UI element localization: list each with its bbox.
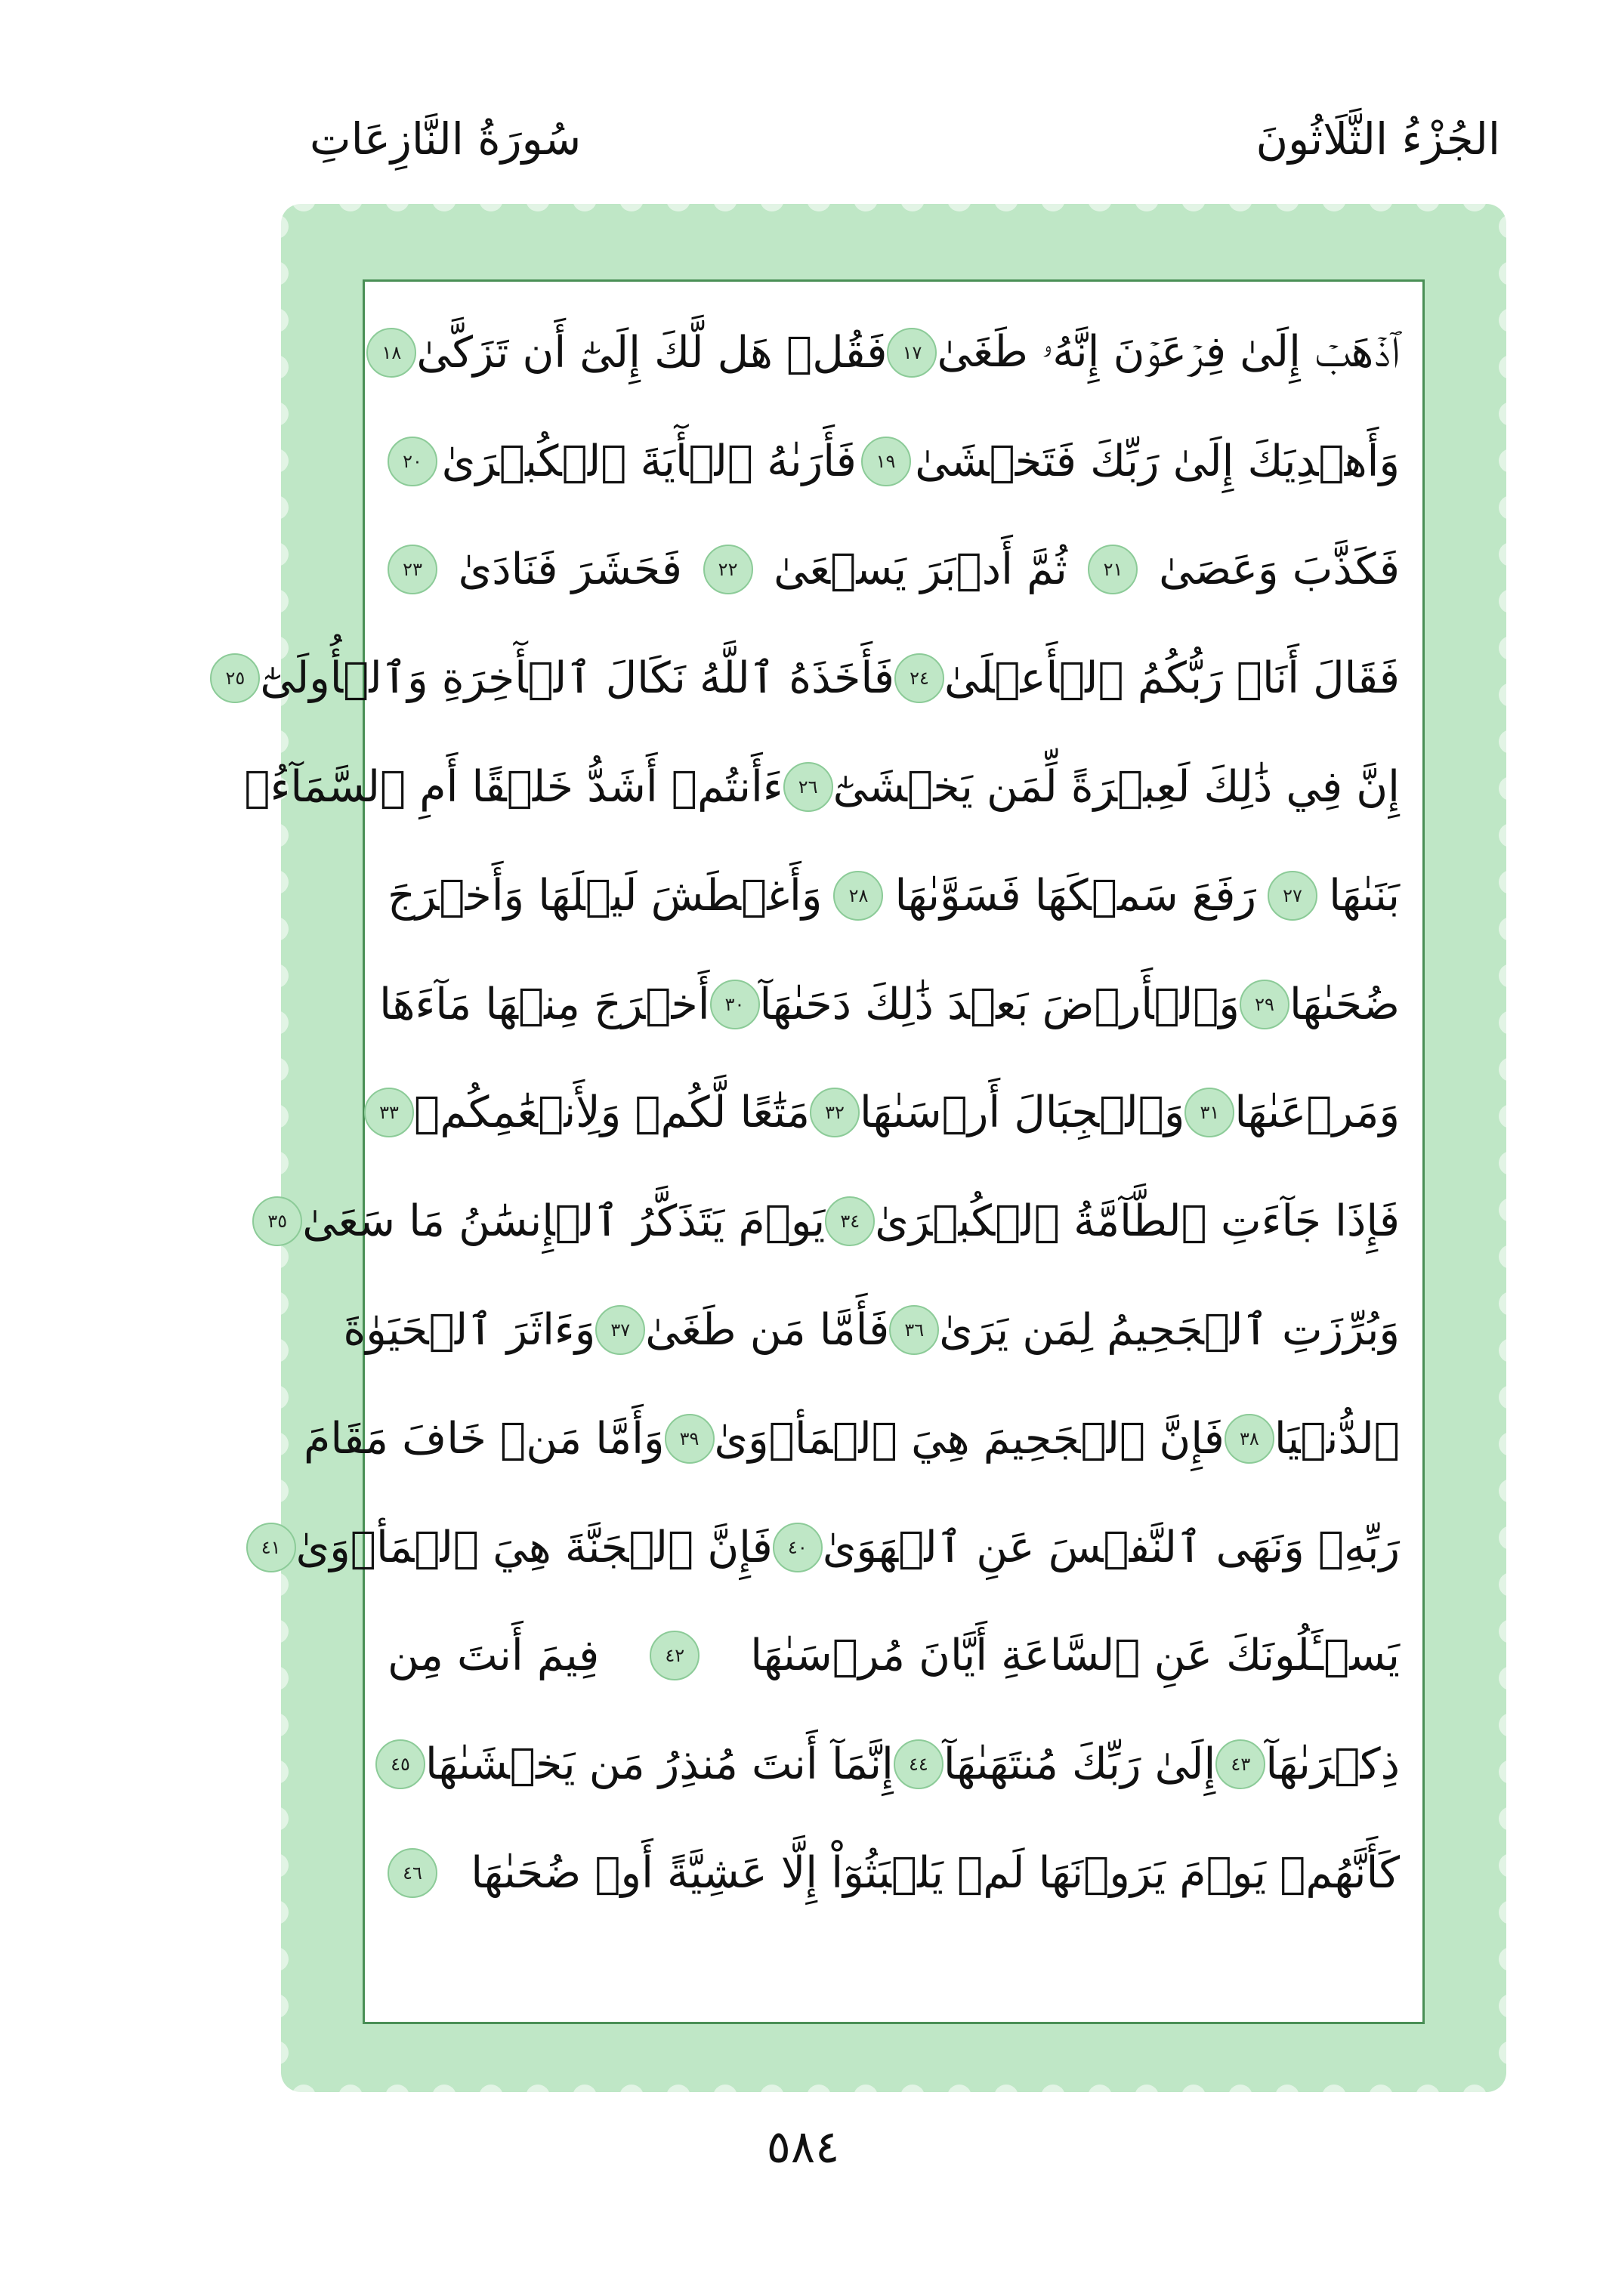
scallop <box>1499 495 1523 520</box>
scallop <box>264 730 289 754</box>
ayah-number-marker: ٤٦ <box>388 1848 437 1898</box>
scallop <box>264 1807 289 1831</box>
verse-text: بَنَىٰهَا <box>1329 870 1400 921</box>
scallop <box>338 2085 363 2109</box>
verse-text: ضُحَىٰهَا <box>1289 979 1400 1029</box>
scallop <box>1499 1057 1523 1082</box>
scallop <box>1499 1479 1523 1503</box>
scallop <box>1499 1713 1523 1737</box>
juz-title: الجُزْءُ الثَّلَاثُونَ <box>1255 113 1500 165</box>
scallop <box>1369 2085 1393 2109</box>
scallop <box>264 449 289 473</box>
scallop <box>264 1432 289 1456</box>
verse-line <box>267 1167 1400 1276</box>
scallop <box>854 187 878 211</box>
verse-text: وَٱلۡأَرۡضَ بَعۡدَ ذَٰلِكَ دَحَىٰهَآ <box>759 979 1240 1029</box>
scallop <box>1499 636 1523 660</box>
scallop <box>619 2085 644 2109</box>
verse-text: وَٱلۡجِبَالَ أَرۡسَىٰهَا <box>860 1088 1185 1138</box>
verse-text: مَتَٰعًا لَّكُمۡ وَلِأَنۡعَٰمِكُمۡ <box>414 1088 811 1138</box>
verse-text: ثُمَّ أَدۡبَرَ يَسۡعَىٰ <box>774 545 1067 595</box>
scallop <box>264 355 289 379</box>
scallop <box>264 964 289 988</box>
scallop <box>264 823 289 847</box>
verse-line <box>388 516 1400 625</box>
verse-text: ذِكۡرَىٰهَآ <box>1265 1739 1400 1790</box>
ayah-number-marker: ٢٠ <box>388 437 437 486</box>
scallop <box>1499 1104 1523 1128</box>
scallop <box>264 2041 289 2065</box>
scallop <box>760 2085 784 2109</box>
ayah-number-marker: ٤٣ <box>1215 1739 1265 1789</box>
scallop <box>619 187 644 211</box>
scallop <box>264 1011 289 1035</box>
scallop <box>264 1104 289 1128</box>
ayah-number-marker: ٢٨ <box>833 871 883 921</box>
scallop <box>1499 1900 1523 1924</box>
ayah-number-marker: ٤٠ <box>773 1523 823 1572</box>
verse-text: فَإِذَا جَآءَتِ ٱلطَّآمَّةُ ٱلۡكُبۡرَىٰ <box>875 1196 1400 1247</box>
ayah-number-marker: ٢٩ <box>1240 980 1289 1029</box>
verse-line <box>388 407 1400 516</box>
ayah-number-marker: ٢٥ <box>210 653 260 703</box>
scallop <box>432 187 456 211</box>
verse-text: إِنَّ فِي ذَٰلِكَ لَعِبۡرَةً لِّمَن يَخۡشَىٰٓ <box>832 762 1400 813</box>
verse-text: فَأَخَذَهُ ٱللَّهُ نَكَالَ ٱلۡأٓخِرَةِ وَٱلۡأُولَىٰٓ <box>260 653 894 704</box>
scallop <box>432 2085 456 2109</box>
scallop <box>264 1666 289 1690</box>
scallop <box>1499 1760 1523 1784</box>
scallop <box>1322 187 1346 211</box>
verse-text: فَأَرَىٰهُ ٱلۡأٓيَةَ ٱلۡكُبۡرَىٰ <box>441 436 857 486</box>
scallop <box>807 187 831 211</box>
verse-text: أَخۡرَجَ مِنۡهَا مَآءَهَا <box>379 979 710 1029</box>
ayah-number-marker: ٣٤ <box>825 1196 875 1246</box>
scallop <box>1499 730 1523 754</box>
scallop <box>264 1479 289 1503</box>
scallop <box>1181 187 1206 211</box>
verse-text: وَأَغۡطَشَ لَيۡلَهَا وَأَخۡرَجَ <box>388 870 823 921</box>
scallop <box>264 402 289 426</box>
verse-text: إِلَىٰ رَبِّكَ مُنتَهَىٰهَآ <box>943 1739 1216 1790</box>
verse-text: كَأَنَّهُمۡ يَوۡمَ يَرَوۡنَهَا لَمۡ يَلۡبَثُوٓاْ إِلَّا عَشِيَّةً أَوۡ ضُحَىٰهَا <box>471 1848 1400 1899</box>
scallop <box>264 917 289 941</box>
scallop <box>385 187 409 211</box>
scallop <box>264 589 289 613</box>
scallop <box>947 187 971 211</box>
verse-line <box>379 1059 1400 1168</box>
ayah-number-marker: ٢٧ <box>1268 871 1317 921</box>
ayah-number-marker: ٣٩ <box>665 1414 715 1464</box>
scallop <box>807 2085 831 2109</box>
scallop <box>1499 1198 1523 1222</box>
scallop <box>1462 2085 1487 2109</box>
scallop <box>1499 542 1523 566</box>
scallop <box>994 187 1018 211</box>
scallop <box>1041 187 1065 211</box>
scallop <box>573 2085 597 2109</box>
verse-text: وَبُرِّزَتِ ٱلۡجَحِيمُ لِمَن يَرَىٰ <box>939 1305 1400 1356</box>
ayah-number-marker: ٣٣ <box>364 1088 414 1137</box>
verse-text: يَسۡـَٔلُونَكَ عَنِ ٱلسَّاعَةِ أَيَّانَ مُرۡسَىٰهَا <box>750 1631 1400 1681</box>
scallop <box>1499 1572 1523 1597</box>
verse-line <box>388 1602 1400 1711</box>
scallop <box>1135 187 1159 211</box>
scallop <box>1275 2085 1299 2109</box>
scallop <box>1499 1853 1523 1878</box>
verse-text: وَأَهۡدِيَكَ إِلَىٰ رَبِّكَ فَتَخۡشَىٰ <box>915 436 1400 486</box>
verse-line <box>381 298 1400 407</box>
verse-text: ٱذۡهَبۡ إِلَىٰ فِرۡعَوۡنَ إِنَّهُۥ طَغَىٰ <box>937 327 1400 378</box>
ayah-number-marker: ٣٢ <box>810 1088 860 1137</box>
scallop <box>264 1245 289 1269</box>
scallop <box>1499 1666 1523 1690</box>
page-number: ٥٨٤ <box>766 2121 840 2174</box>
scallop <box>1135 2085 1159 2109</box>
ayah-number-marker: ١٨ <box>366 328 416 378</box>
scallop <box>1499 917 1523 941</box>
scallop <box>385 2085 409 2109</box>
scallop <box>1499 1432 1523 1456</box>
ayah-number-marker: ١٧ <box>887 328 937 378</box>
verse-text: فَكَذَّبَ وَعَصَىٰ <box>1159 545 1400 595</box>
verse-text: فَإِنَّ ٱلۡجَنَّةَ هِيَ ٱلۡمَأۡوَىٰ <box>295 1522 773 1572</box>
ayah-number-marker: ١٩ <box>861 437 911 486</box>
scallop <box>1499 308 1523 332</box>
verse-line <box>304 1384 1400 1493</box>
verse-text: رَفَعَ سَمۡكَهَا فَسَوَّىٰهَا <box>894 870 1256 921</box>
scallop <box>1499 355 1523 379</box>
surah-title: سُورَةُ النَّازِعَاتِ <box>310 113 582 165</box>
scallop <box>264 1760 289 1784</box>
ayah-number-marker: ٢٣ <box>388 545 437 594</box>
scallop <box>264 214 289 239</box>
scallop <box>264 308 289 332</box>
ayah-number-marker: ٣٦ <box>889 1305 939 1355</box>
verse-text: وَأَمَّا مَنۡ خَافَ مَقَامَ <box>304 1413 665 1464</box>
scallop <box>1041 2085 1065 2109</box>
verse-text: فَإِنَّ ٱلۡجَحِيمَ هِيَ ٱلۡمَأۡوَىٰ <box>714 1413 1225 1464</box>
scallop <box>264 1900 289 1924</box>
verse-text: فِيمَ أَنتَ مِن <box>388 1631 600 1681</box>
scallop <box>264 495 289 520</box>
verse-text: فَقُلۡ هَل لَّكَ إِلَىٰٓ أَن تَزَكَّىٰ <box>416 327 888 378</box>
ayah-number-marker: ٣٠ <box>710 980 760 1029</box>
scallop <box>1499 1619 1523 1643</box>
scallop <box>1322 2085 1346 2109</box>
verse-text: فَأَمَّا مَن طَغَىٰ <box>645 1305 890 1356</box>
verse-line <box>379 950 1400 1059</box>
verse-line <box>225 624 1400 733</box>
scallop <box>1499 1011 1523 1035</box>
scallop <box>666 2085 690 2109</box>
scallop <box>854 2085 878 2109</box>
scallop <box>1228 2085 1252 2109</box>
scallop <box>1499 402 1523 426</box>
ayah-number-marker: ٢٤ <box>894 653 944 703</box>
verse-text: ءَأَنتُمۡ أَشَدُّ خَلۡقًا أَمِ ٱلسَّمَآءُۚ <box>244 762 783 813</box>
verse-line <box>244 733 1400 841</box>
scallop <box>1499 823 1523 847</box>
scallop <box>264 1338 289 1362</box>
scallop <box>1499 1947 1523 1971</box>
ayah-number-marker: ٣٧ <box>595 1305 645 1355</box>
scallop <box>900 187 925 211</box>
verse-text: وَمَرۡعَىٰهَا <box>1234 1088 1400 1138</box>
verse-line <box>388 841 1400 950</box>
page-frame <box>225 204 1506 2092</box>
scallop <box>1088 2085 1112 2109</box>
verse-text: رَبِّهِۦ وَنَهَى ٱلنَّفۡسَ عَنِ ٱلۡهَوَىٰ <box>822 1522 1400 1572</box>
verse-text: إِنَّمَآ أَنتَ مُنذِرُ مَن يَخۡشَىٰهَا <box>425 1739 894 1790</box>
scallop <box>900 2085 925 2109</box>
scallop <box>573 187 597 211</box>
scallop <box>1499 964 1523 988</box>
scallop <box>264 1572 289 1597</box>
scallop <box>1499 776 1523 801</box>
verse-text: ٱلدُّنۡيَا <box>1274 1413 1400 1464</box>
scallop <box>292 187 316 211</box>
scallop <box>1499 2041 1523 2065</box>
scallop <box>1416 2085 1440 2109</box>
scallop <box>1499 1245 1523 1269</box>
scallop <box>666 187 690 211</box>
scallop <box>479 187 503 211</box>
scallop <box>1499 1994 1523 2018</box>
scallop <box>1499 683 1523 707</box>
scallop <box>1499 870 1523 894</box>
scallop <box>1499 261 1523 285</box>
text-panel <box>225 279 1425 2024</box>
verse-text: فَحَشَرَ فَنَادَىٰ <box>458 545 682 595</box>
ayah-number-marker: ٤١ <box>246 1523 296 1572</box>
scallop <box>264 1853 289 1878</box>
scallop <box>264 1292 289 1316</box>
ayah-number-marker: ٤٤ <box>894 1739 944 1789</box>
scallop <box>994 2085 1018 2109</box>
scallop <box>760 187 784 211</box>
scallop <box>264 1947 289 1971</box>
scallop <box>1228 187 1252 211</box>
scallop <box>1181 2085 1206 2109</box>
ayah-number-marker: ٤٥ <box>375 1739 425 1789</box>
scallop <box>1499 1292 1523 1316</box>
scallop <box>1499 449 1523 473</box>
verse-line <box>343 1276 1400 1384</box>
scallop <box>713 187 737 211</box>
verse-text: فَقَالَ أَنَا۠ رَبُّكُمُ ٱلۡأَعۡلَىٰ <box>944 653 1400 704</box>
scallop <box>1499 1385 1523 1409</box>
verse-line <box>261 1493 1400 1602</box>
scallop <box>338 187 363 211</box>
scallop <box>264 542 289 566</box>
scallop <box>264 1385 289 1409</box>
verse-lines <box>225 298 1400 2014</box>
scallop <box>526 2085 550 2109</box>
scallop <box>1499 1338 1523 1362</box>
scallop <box>1462 187 1487 211</box>
scallop <box>713 2085 737 2109</box>
ayah-number-marker: ٢٢ <box>703 545 753 594</box>
scallop <box>1499 214 1523 239</box>
scallop <box>292 2085 316 2109</box>
ayah-number-marker: ٤٢ <box>650 1631 700 1680</box>
verse-text: وَءَاثَرَ ٱلۡحَيَوٰةَ <box>343 1305 596 1356</box>
scallop <box>1499 1526 1523 1550</box>
scallop <box>264 261 289 285</box>
scallop <box>479 2085 503 2109</box>
verse-line <box>388 1819 1400 1927</box>
scallop <box>1369 187 1393 211</box>
ayah-number-marker: ٣٨ <box>1225 1414 1274 1464</box>
scallop <box>1416 187 1440 211</box>
scallop <box>1499 589 1523 613</box>
scallop <box>264 870 289 894</box>
scallop <box>1088 187 1112 211</box>
ayah-number-marker: ٢٦ <box>783 762 833 812</box>
scallop <box>264 1994 289 2018</box>
scallop <box>264 1619 289 1643</box>
scallop <box>1275 187 1299 211</box>
verse-text: يَوۡمَ يَتَذَكَّرُ ٱلۡإِنسَٰنُ مَا سَعَىٰ <box>302 1196 826 1247</box>
ayah-number-marker: ٣١ <box>1184 1088 1234 1137</box>
ayah-number-marker: ٣٥ <box>252 1196 302 1246</box>
scallop <box>1499 1151 1523 1175</box>
ayah-number-marker: ٢١ <box>1088 545 1138 594</box>
scallop <box>264 1713 289 1737</box>
scallop <box>526 187 550 211</box>
scallop <box>1499 1807 1523 1831</box>
scallop <box>264 1057 289 1082</box>
scallop <box>947 2085 971 2109</box>
verse-line <box>388 1710 1400 1819</box>
scallop <box>264 1151 289 1175</box>
